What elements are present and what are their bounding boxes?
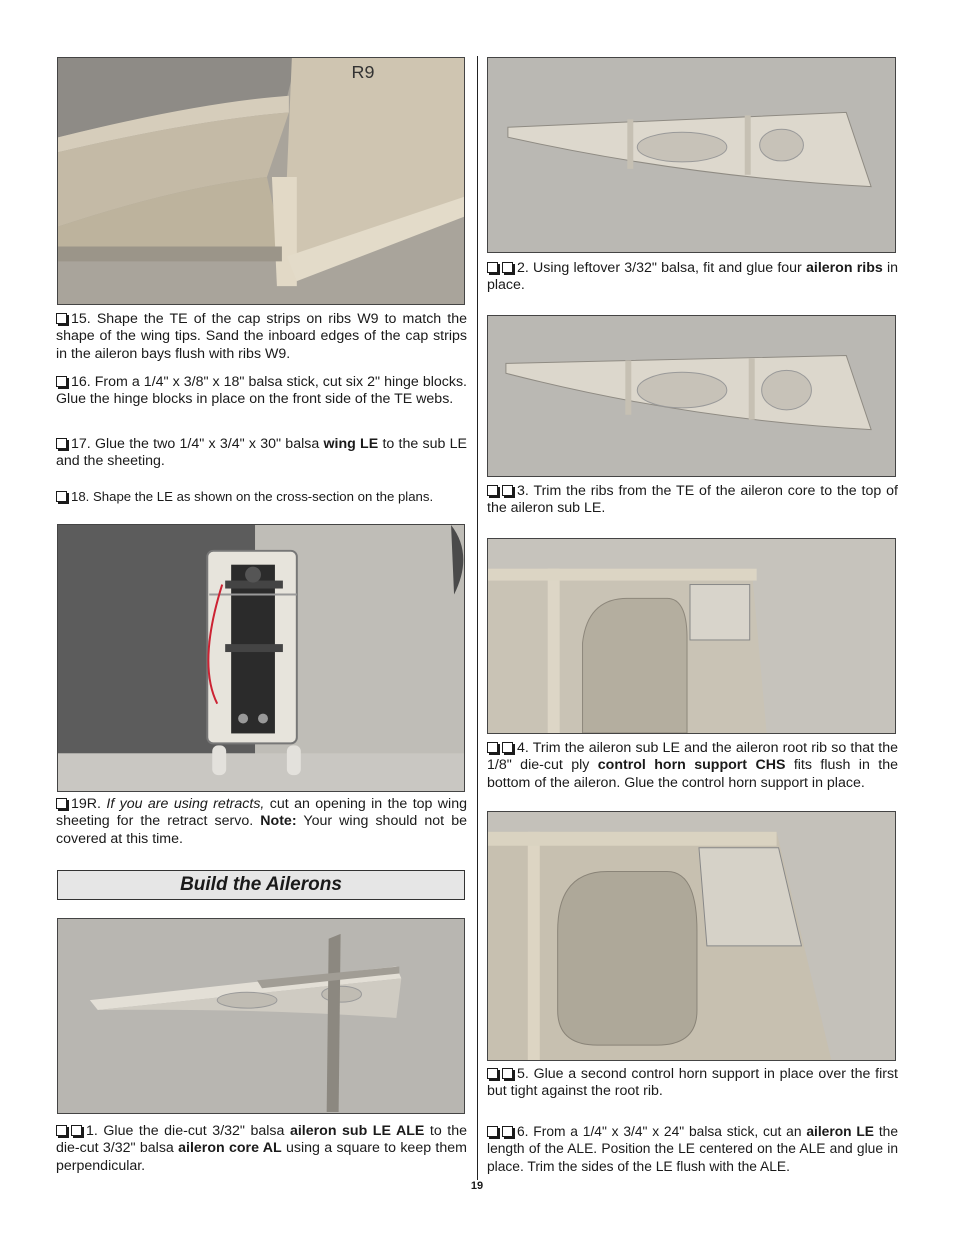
step-6: 6. From a 1/4" x 3/4" x 24" balsa stick, cut an aileron LE the length of the ALE. Position the LE centered on the ALE and glue in place. Trim the sides of the LE flush with the ALE. <box>487 1124 898 1174</box>
step-4: 4. Trim the aileron sub LE and the aileron root rib so that the 1/8" die-cut ply control horn support CHS fits flush in the bottom of the aileron. Glue the control horn support in place. <box>487 740 898 791</box>
step-15: 15. Shape the TE of the cap strips on ribs W9 to match the shape of the wing tips. Sand the inboard edges of the cap strips in the aileron bays flush with ribs W9. <box>56 311 467 362</box>
photo-control-horn-support <box>487 538 896 734</box>
photo-aileron-core-square <box>57 918 465 1114</box>
step-17: 17. Glue the two 1/4" x 3/4" x 30" balsa wing LE to the sub LE and the sheeting. <box>56 436 467 470</box>
column-divider <box>477 56 478 1180</box>
photo-retract-servo <box>57 524 465 792</box>
photo-second-support <box>487 811 896 1061</box>
page-number: 19 <box>470 1180 484 1192</box>
checkbox-icon[interactable] <box>502 1068 513 1079</box>
step-3: 3. Trim the ribs from the TE of the aileron core to the top of the aileron sub LE. <box>487 483 898 517</box>
checkbox-icon[interactable] <box>487 742 498 753</box>
photo-trimmed-ribs <box>487 315 896 477</box>
checkbox-icon[interactable] <box>487 1126 498 1137</box>
checkbox-icon[interactable] <box>56 438 67 449</box>
step-1: 1. Glue the die-cut 3/32" balsa aileron sub LE ALE to the die-cut 3/32" balsa aileron core AL using a square to keep them perpendicular. <box>56 1123 467 1174</box>
checkbox-icon[interactable] <box>56 1125 67 1136</box>
checkbox-icon[interactable] <box>487 1068 498 1079</box>
checkbox-icon[interactable] <box>56 798 67 809</box>
step-19r: 19R. If you are using retracts, cut an opening in the top wing sheeting for the retract servo. Note: Your wing should not be covered at this time. <box>56 796 467 847</box>
photo-wing-tip <box>57 57 465 305</box>
checkbox-icon[interactable] <box>487 262 498 273</box>
step-18: 18. Shape the LE as shown on the cross-section on the plans. <box>56 488 467 505</box>
step-2: 2. Using leftover 3/32" balsa, fit and glue four aileron ribs in place. <box>487 260 899 294</box>
step-16: 16. From a 1/4" x 3/8" x 18" balsa stick, cut six 2" hinge blocks. Glue the hinge blocks in place on the front side of the TE webs. <box>56 374 467 408</box>
checkbox-icon[interactable] <box>56 376 67 387</box>
checkbox-icon[interactable] <box>502 485 513 496</box>
checkbox-icon[interactable] <box>56 491 67 502</box>
checkbox-icon[interactable] <box>502 1126 513 1137</box>
checkbox-icon[interactable] <box>502 262 513 273</box>
step-5: 5. Glue a second control horn support in place over the first but tight against the root rib. <box>487 1066 898 1100</box>
checkbox-icon[interactable] <box>71 1125 82 1136</box>
checkbox-icon[interactable] <box>502 742 513 753</box>
checkbox-icon[interactable] <box>487 485 498 496</box>
svg-text:R9: R9 <box>351 61 375 82</box>
checkbox-icon[interactable] <box>56 313 67 324</box>
photo-aileron-ribs <box>487 57 896 253</box>
section-title: Build the Ailerons <box>57 870 465 900</box>
